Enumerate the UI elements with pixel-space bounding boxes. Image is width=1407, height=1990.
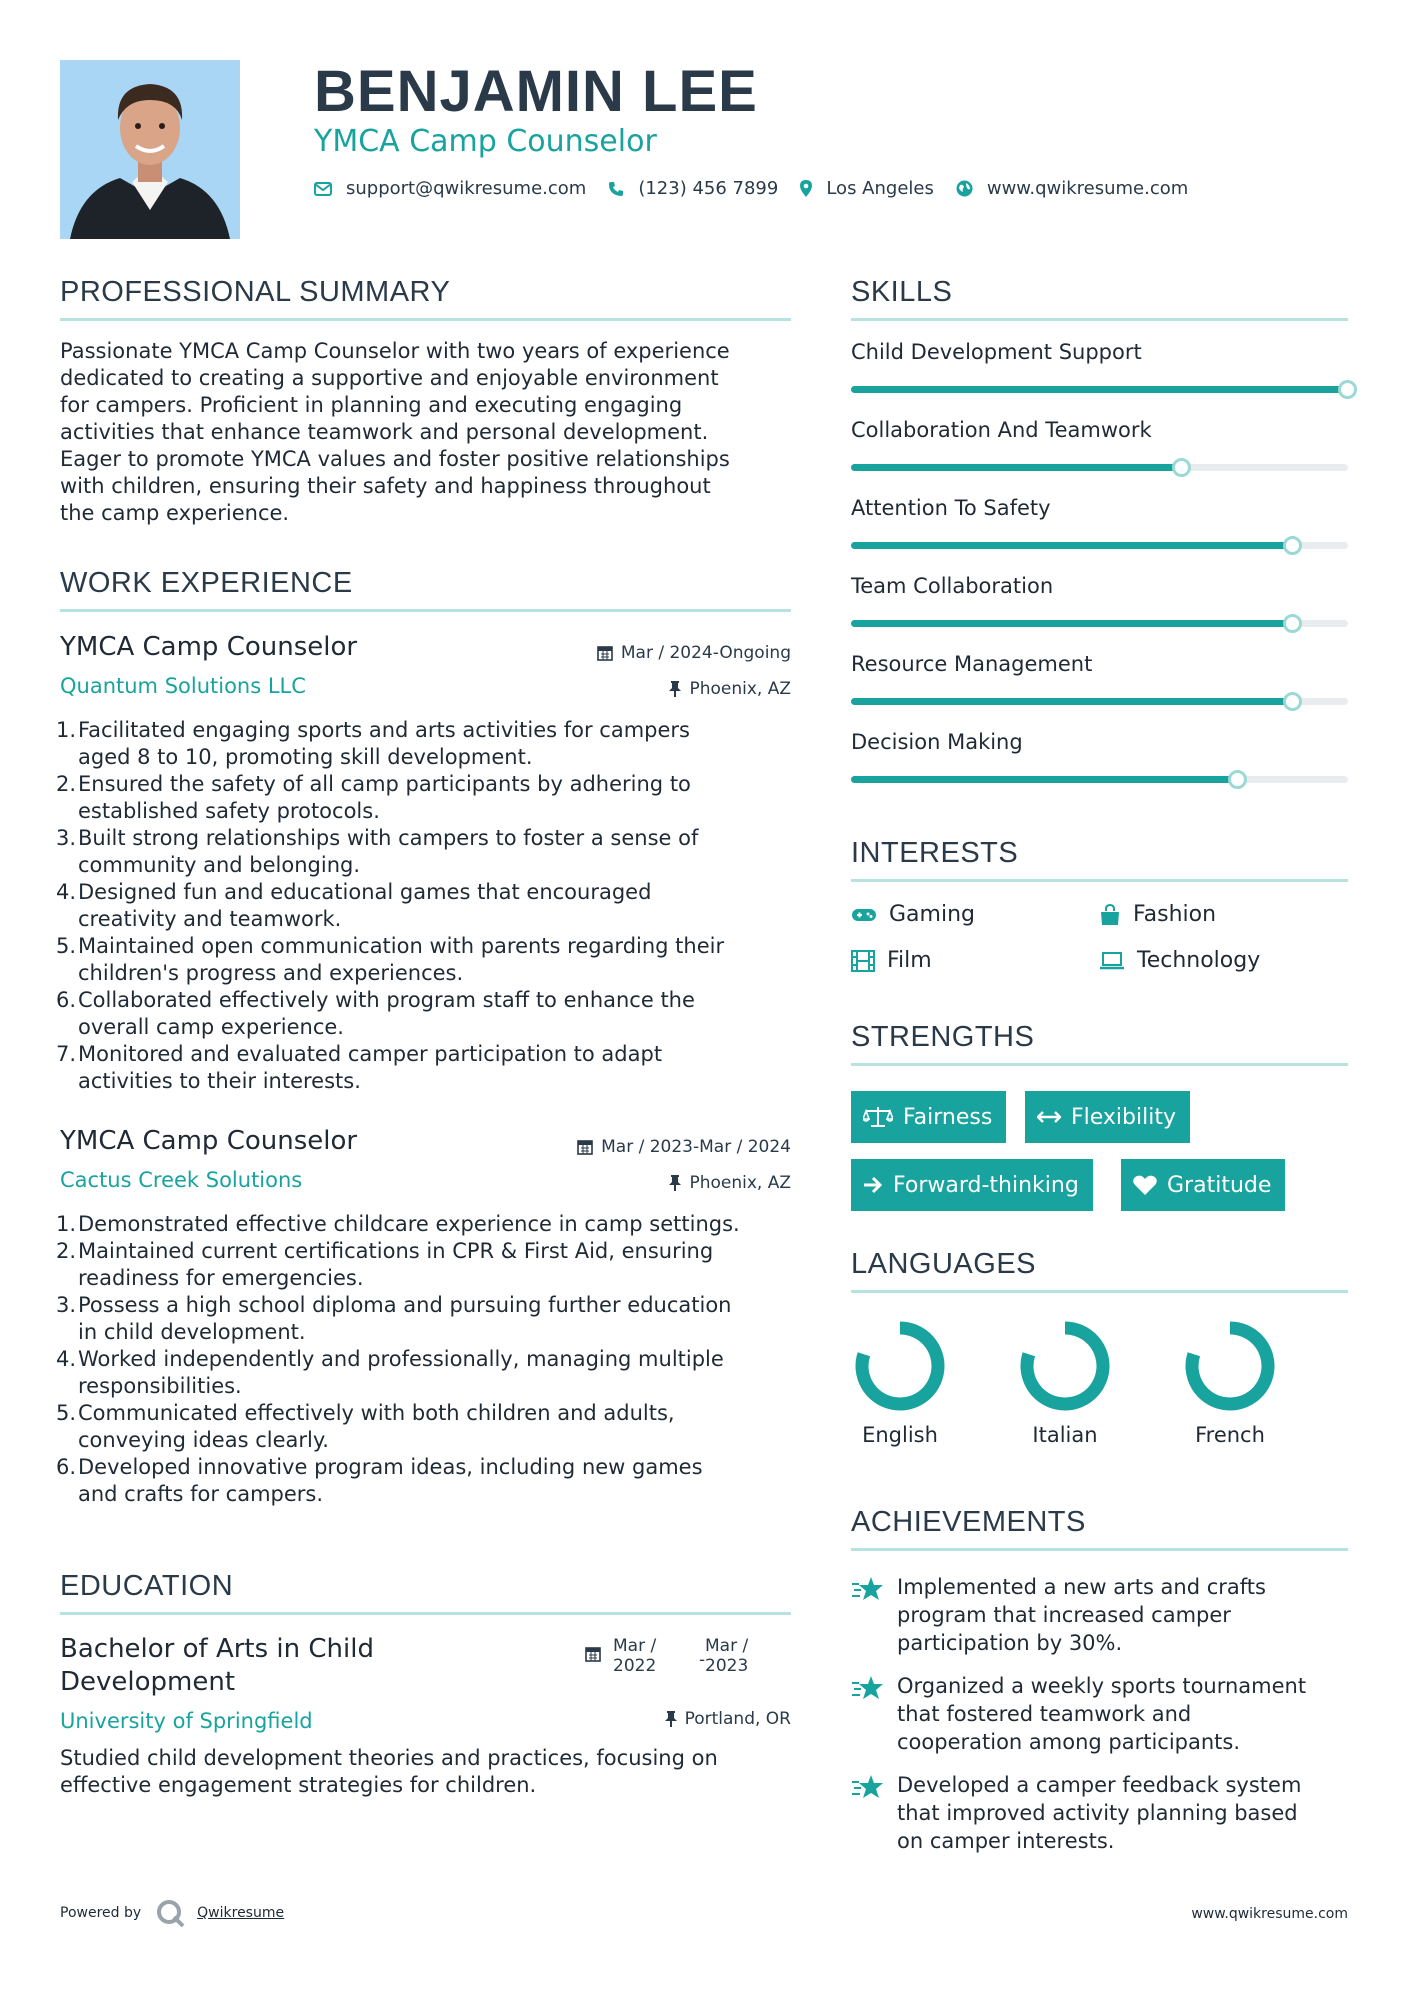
summary-line: dedicated to creating a supportive and enjoyable environment xyxy=(60,366,719,390)
website-text: www.qwikresume.com xyxy=(986,178,1189,199)
candidate-name: BENJAMIN LEE xyxy=(314,59,758,124)
heart-icon xyxy=(1133,1175,1157,1196)
achievement-text: Organized a weekly sports tournament that fostered teamwork and cooperation among participants. xyxy=(897,1674,1307,1754)
degree-line: Bachelor of Arts in Child xyxy=(60,1634,374,1664)
company-name: Cactus Creek Solutions xyxy=(60,1168,303,1192)
interests-heading: INTERESTS xyxy=(851,837,1019,869)
skill-bar-knob xyxy=(1228,770,1247,789)
languages-heading: LANGUAGES xyxy=(851,1248,1036,1280)
education-heading: EDUCATION xyxy=(60,1570,234,1602)
school-name: University of Springfield xyxy=(60,1709,313,1733)
job-title: YMCA Camp Counselor xyxy=(60,1126,358,1156)
film-icon xyxy=(851,950,875,972)
list-item: 3. Built strong relationships with campers to foster a sense of community and belonging. xyxy=(56,826,699,877)
calendar-icon xyxy=(597,645,613,661)
summary-line: with children, ensuring their safety and happiness throughout xyxy=(60,474,711,498)
interest-label: Gaming xyxy=(889,902,975,927)
map-pin-icon xyxy=(800,180,812,197)
skill-label: Collaboration And Teamwork xyxy=(851,418,1152,442)
job-dates xyxy=(577,1137,791,1157)
contact-phone[interactable] xyxy=(608,178,778,199)
education-description-line: effective engagement strategies for children. xyxy=(60,1773,537,1797)
pushpin-icon xyxy=(669,1175,681,1191)
start-date-month: Mar / xyxy=(613,1636,657,1656)
strength-tag xyxy=(851,1091,1006,1143)
calendar-icon xyxy=(585,1646,601,1662)
phone-icon xyxy=(608,181,624,197)
achievement-text: Developed a camper feedback system that improved activity planning based on camper interests. xyxy=(897,1773,1302,1853)
contact-location xyxy=(800,178,934,199)
list-item: 2. Ensured the safety of all camp participants by adhering to established safety protocols. xyxy=(56,772,691,823)
education-location-text: Portland, OR xyxy=(684,1709,791,1729)
achievements-rule xyxy=(851,1548,1348,1551)
qwikresume-logo-icon xyxy=(155,1898,187,1928)
footer-url[interactable]: www.qwikresume.com xyxy=(1191,1906,1348,1922)
summary-text xyxy=(60,338,730,527)
skill-bar-knob xyxy=(1283,536,1302,555)
education-rule xyxy=(60,1612,791,1615)
skill-label: Resource Management xyxy=(851,652,1093,676)
skill-bar-knob xyxy=(1172,458,1191,477)
skill-bar xyxy=(851,386,1348,393)
skills-heading: SKILLS xyxy=(851,276,953,308)
gamepad-icon xyxy=(851,907,877,923)
skill-bar-knob xyxy=(1283,614,1302,633)
job-location-text: Phoenix, AZ xyxy=(689,1173,791,1193)
skill-bar-fill xyxy=(851,464,1182,471)
interest-item xyxy=(1099,948,1260,973)
language-ring xyxy=(850,1316,950,1416)
achievement-item xyxy=(851,1771,1348,1855)
strength-label: Forward-thinking xyxy=(893,1172,1079,1198)
list-item: 1. Facilitated engaging sports and arts activities for campers aged 8 to 10, promoting skill development. xyxy=(56,718,690,769)
list-item: 7. Monitored and evaluated camper participation to adapt activities to their interests. xyxy=(56,1042,663,1093)
language-ring-arc xyxy=(1027,1328,1103,1404)
star-badge-icon xyxy=(851,1575,885,1603)
globe-icon xyxy=(956,180,973,197)
job-location xyxy=(669,1173,791,1193)
summary-line: for campers. Proficient in planning and executing engaging xyxy=(60,393,683,417)
job-title: YMCA Camp Counselor xyxy=(60,632,358,662)
skill-bar xyxy=(851,620,1348,627)
powered-by-text: Powered by xyxy=(60,1905,142,1921)
strength-tag xyxy=(1121,1159,1285,1211)
laptop-icon xyxy=(1099,952,1125,970)
contact-bar xyxy=(314,178,1210,199)
job-dates xyxy=(597,643,791,663)
pushpin-icon xyxy=(665,1711,677,1727)
summary-line: the camp experience. xyxy=(60,501,290,525)
date-separator: - xyxy=(699,1650,706,1670)
degree-line: Development xyxy=(60,1667,236,1697)
candidate-title: YMCA Camp Counselor xyxy=(314,124,657,159)
language-ring xyxy=(1015,1316,1115,1416)
list-item: 4. Worked independently and professionally, managing multiple responsibilities. xyxy=(56,1347,724,1398)
end-date-month: Mar / xyxy=(705,1636,749,1656)
skill-label: Attention To Safety xyxy=(851,496,1051,520)
skill-label: Decision Making xyxy=(851,730,1023,754)
summary-heading: PROFESSIONAL SUMMARY xyxy=(60,276,451,308)
arrows-horizontal-icon xyxy=(1037,1110,1061,1124)
star-badge-icon xyxy=(851,1773,885,1801)
languages-rule xyxy=(851,1290,1348,1293)
arrow-right-icon xyxy=(863,1176,883,1194)
list-item: 6. Collaborated effectively with program staff to enhance the overall camp experience. xyxy=(56,988,695,1039)
education-description xyxy=(60,1745,718,1799)
strengths-heading: STRENGTHS xyxy=(851,1021,1035,1053)
skill-bar xyxy=(851,464,1348,471)
list-item: 1. Demonstrated effective childcare experience in camp settings. xyxy=(56,1212,740,1236)
contact-website[interactable] xyxy=(956,178,1188,199)
skill-bar-fill xyxy=(851,386,1348,393)
footer-powered-by xyxy=(60,1898,284,1928)
pushpin-icon xyxy=(669,681,681,697)
contact-email[interactable] xyxy=(314,178,586,199)
skill-bar-fill xyxy=(851,698,1293,705)
experience-heading: WORK EXPERIENCE xyxy=(60,567,353,599)
list-item: 5. Maintained open communication with parents regarding their children's progress and experiences. xyxy=(56,934,725,985)
job-dates-text: Mar / 2023-Mar / 2024 xyxy=(601,1137,791,1157)
summary-rule xyxy=(60,318,791,321)
language-label: English xyxy=(862,1423,938,1447)
job-dates-text: Mar / 2024-Ongoing xyxy=(620,643,791,663)
skill-label: Team Collaboration xyxy=(851,574,1054,598)
summary-line: Eager to promote YMCA values and foster positive relationships xyxy=(60,447,730,471)
interest-label: Fashion xyxy=(1133,902,1217,927)
list-item: 3. Possess a high school diploma and pursuing further education in child development. xyxy=(56,1293,732,1344)
interest-label: Technology xyxy=(1137,948,1261,973)
job-bullets xyxy=(56,717,796,1095)
company-name: Quantum Solutions LLC xyxy=(60,674,306,698)
strength-label: Flexibility xyxy=(1071,1104,1176,1130)
job-bullets xyxy=(56,1211,796,1508)
brand-link[interactable]: Qwikresume xyxy=(197,1905,285,1921)
education-location xyxy=(665,1709,791,1729)
language-label: Italian xyxy=(1032,1423,1098,1447)
achievement-item xyxy=(851,1573,1348,1657)
language-ring xyxy=(1180,1316,1280,1416)
list-item: 4. Designed fun and educational games that encouraged creativity and teamwork. xyxy=(56,880,652,931)
strengths-rule xyxy=(851,1063,1348,1066)
interest-label: Film xyxy=(887,948,932,973)
interest-item xyxy=(1099,902,1216,927)
skills-rule xyxy=(851,318,1348,321)
list-item: 6. Developed innovative program ideas, including new games and crafts for campers. xyxy=(56,1455,703,1506)
balance-scale-icon xyxy=(863,1106,893,1128)
skill-bar xyxy=(851,776,1348,783)
achievements-heading: ACHIEVEMENTS xyxy=(851,1506,1086,1538)
strength-tag xyxy=(851,1159,1093,1211)
summary-line: activities that enhance teamwork and personal development. xyxy=(60,420,709,444)
skill-label: Child Development Support xyxy=(851,340,1142,364)
job-location-text: Phoenix, AZ xyxy=(689,679,791,699)
language-ring-arc xyxy=(862,1328,938,1404)
strength-tag xyxy=(1025,1091,1190,1143)
end-date-year: 2023 xyxy=(705,1656,749,1676)
envelope-icon xyxy=(314,182,332,196)
language-label: French xyxy=(1195,1423,1265,1447)
job-location xyxy=(669,679,791,699)
star-badge-icon xyxy=(851,1674,885,1702)
skill-bar xyxy=(851,542,1348,549)
calendar-icon xyxy=(577,1139,593,1155)
start-date-year: 2022 xyxy=(613,1656,657,1676)
email-text: support@qwikresume.com xyxy=(346,178,587,199)
skill-bar-knob xyxy=(1283,692,1302,711)
list-item: 5. Communicated effectively with both children and adults, conveying ideas clearly. xyxy=(56,1401,675,1452)
summary-line: Passionate YMCA Camp Counselor with two years of experience xyxy=(60,339,730,363)
profile-photo xyxy=(60,60,240,239)
degree-title xyxy=(60,1633,374,1699)
phone-text: (123) 456 7899 xyxy=(638,178,779,199)
experience-rule xyxy=(60,609,791,612)
strength-label: Fairness xyxy=(903,1104,993,1130)
achievement-item xyxy=(851,1672,1348,1756)
skill-bar-knob xyxy=(1338,380,1357,399)
location-text: Los Angeles xyxy=(826,178,934,199)
interest-item xyxy=(851,948,932,973)
language-ring-arc xyxy=(1192,1328,1268,1404)
strength-label: Gratitude xyxy=(1167,1172,1272,1198)
skill-bar xyxy=(851,698,1348,705)
achievement-text: Implemented a new arts and crafts program that increased camper participation by 30%. xyxy=(897,1575,1266,1655)
skill-bar-fill xyxy=(851,542,1293,549)
shopping-bag-icon xyxy=(1099,904,1121,926)
education-description-line: Studied child development theories and practices, focusing on xyxy=(60,1746,718,1770)
interests-rule xyxy=(851,879,1348,882)
skill-bar-fill xyxy=(851,620,1293,627)
interest-item xyxy=(851,902,975,927)
education-dates xyxy=(585,1636,748,1676)
skill-bar-fill xyxy=(851,776,1238,783)
list-item: 2. Maintained current certifications in CPR & First Aid, ensuring readiness for emergencies. xyxy=(56,1239,714,1290)
